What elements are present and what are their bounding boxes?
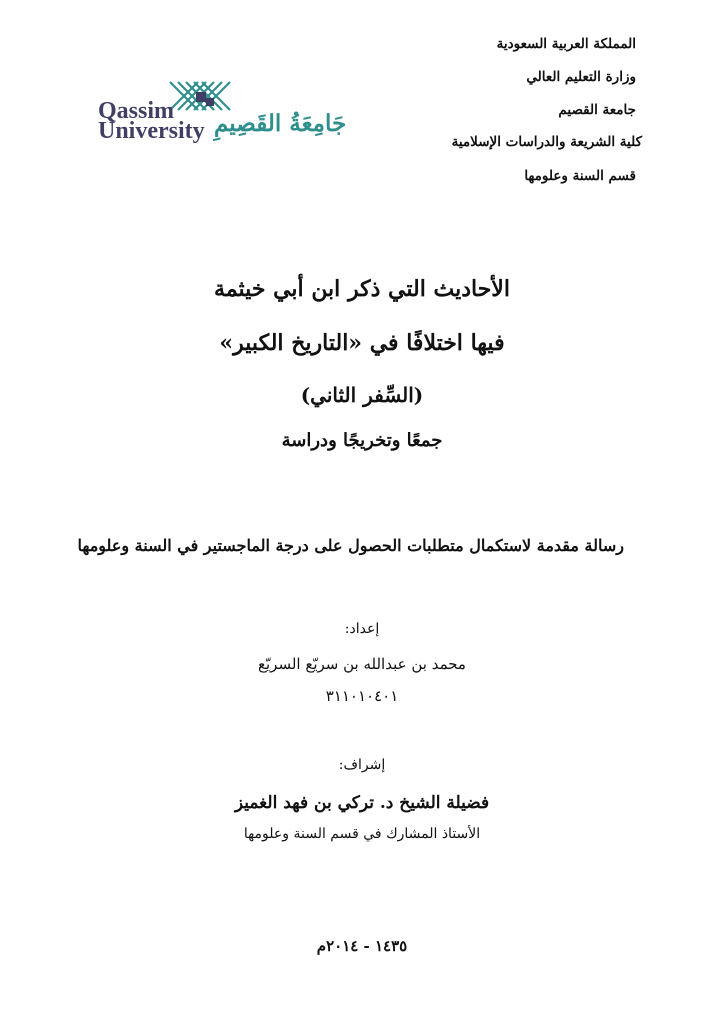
- author-name: محمد بن عبدالله بن سريّع السريّع: [258, 655, 466, 673]
- prepared-by-label: إعداد:: [344, 621, 380, 637]
- qassim-university-logo: [98, 78, 360, 150]
- supervisor-name: فضيلة الشيخ د. تركي بن فهد الغميز: [234, 793, 490, 813]
- logo-text-en-2: University: [98, 118, 205, 144]
- institution-country: المملكة العربية السعودية: [496, 36, 636, 52]
- student-id: ٣١١٠١٠٤٠١: [325, 687, 399, 705]
- logo-text-ar: جَامِعَةُ القَصِيمِ: [214, 110, 347, 137]
- thesis-title-line-1: الأحاديث التي ذكر ابن أبي خيثمة: [214, 276, 510, 302]
- institution-department: قسم السنة وعلومها: [524, 168, 636, 184]
- logo-text-en-1: Qassim: [98, 98, 175, 124]
- thesis-volume: (السِّفر الثاني): [300, 383, 424, 407]
- institution-ministry: وزارة التعليم العالي: [526, 69, 636, 85]
- thesis-date: ١٤٣٥ - ٢٠١٤م: [316, 937, 408, 955]
- thesis-title-line-2: فيها اختلافًا في «التاريخ الكبير»: [219, 330, 505, 356]
- institution-university: جامعة القصيم: [558, 102, 636, 118]
- thesis-purpose: رسالة مقدمة لاستكمال متطلبات الحصول على درجة الماجستير في السنة وعلومها: [77, 536, 624, 555]
- supervised-by-label: إشراف:: [338, 757, 386, 773]
- institution-college: كلية الشريعة والدراسات الإسلامية: [451, 134, 642, 150]
- thesis-subtitle: جمعًا وتخريجًا ودراسة: [281, 430, 443, 451]
- supervisor-title: الأستاذ المشارك في قسم السنة وعلومها: [243, 826, 481, 842]
